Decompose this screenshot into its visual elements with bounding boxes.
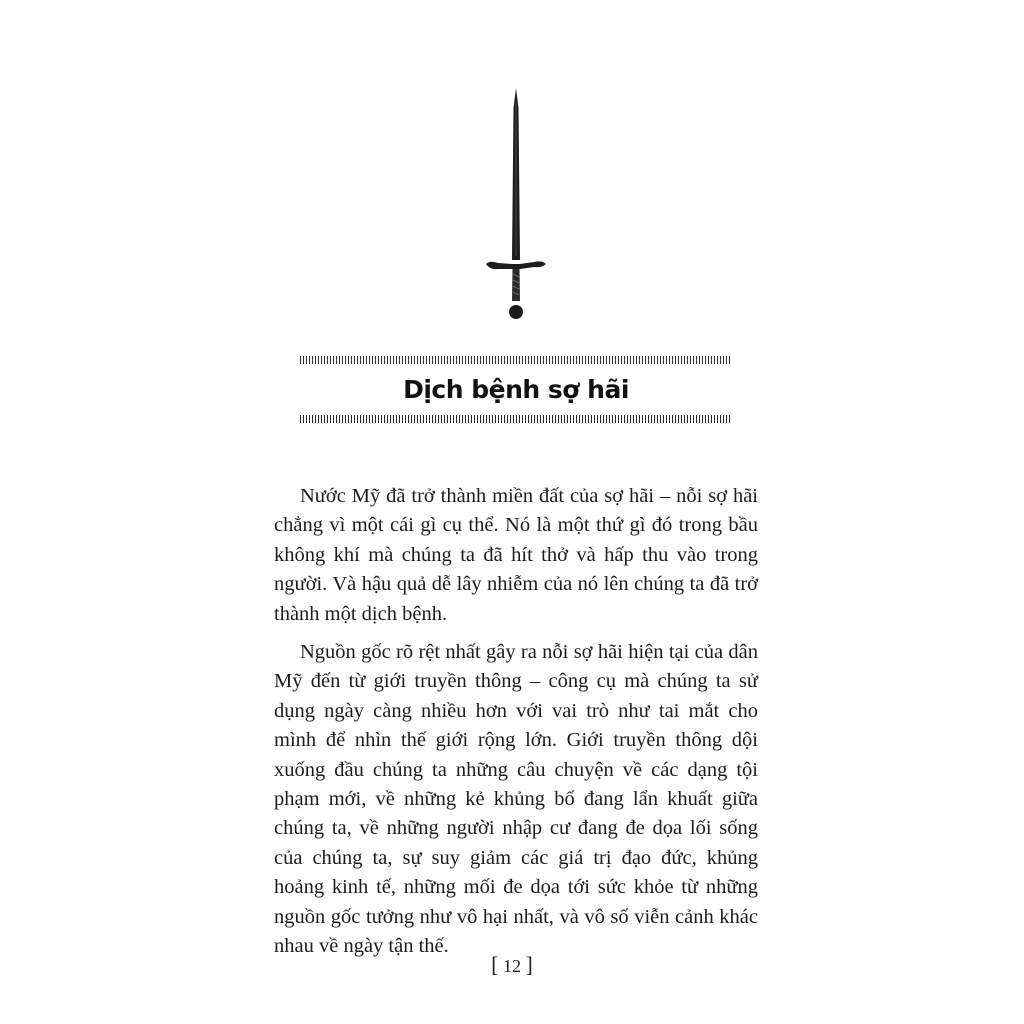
page-number-bracket-close: ] [525, 952, 533, 977]
top-decorative-rule [300, 356, 732, 364]
paragraph: Nước Mỹ đã trở thành miền đất của sợ hãi – nỗi sợ hãi chẳng vì một cái gì cụ thể. Nó là một thứ gì đó trong bầu không khí mà chúng ta đã hít thở và hấp thu vào trong người. Và hậu quả dễ lây nhiễm của nó lên chúng ta đã trở thành một dịch bệnh. [274, 485, 758, 625]
page-number-value: 12 [503, 956, 521, 976]
sword-icon [476, 88, 556, 324]
bottom-decorative-rule [300, 415, 732, 423]
page-number [0, 952, 1024, 978]
page-number-bracket-open: [ [491, 952, 499, 977]
paragraph: Nguồn gốc rõ rệt nhất gây ra nỗi sợ hãi hiện tại của dân Mỹ đến từ giới truyền thông – công cụ mà chúng ta sử dụng ngày càng nhiều hơn với vai trò như tai mắt cho mình để nhìn thế giới rộng lớn. Giới truyền thông dội xuống đầu chúng ta những câu chuyện về các dạng tội phạm mới, về những kẻ khủng bố đang lẩn khuất giữa chúng ta, về những người nhập cư đang đe dọa lối sống của chúng ta, sự suy giảm các giá trị đạo đức, khủng hoảng kinh tế, những mối đe dọa tới sức khỏe từ những nguồn gốc tưởng như vô hại nhất, và vô số viễn cảnh khác nhau về ngày tận thế. [274, 641, 758, 958]
chapter-title: Dịch bệnh sợ hãi [403, 375, 629, 404]
body-text [274, 482, 758, 971]
